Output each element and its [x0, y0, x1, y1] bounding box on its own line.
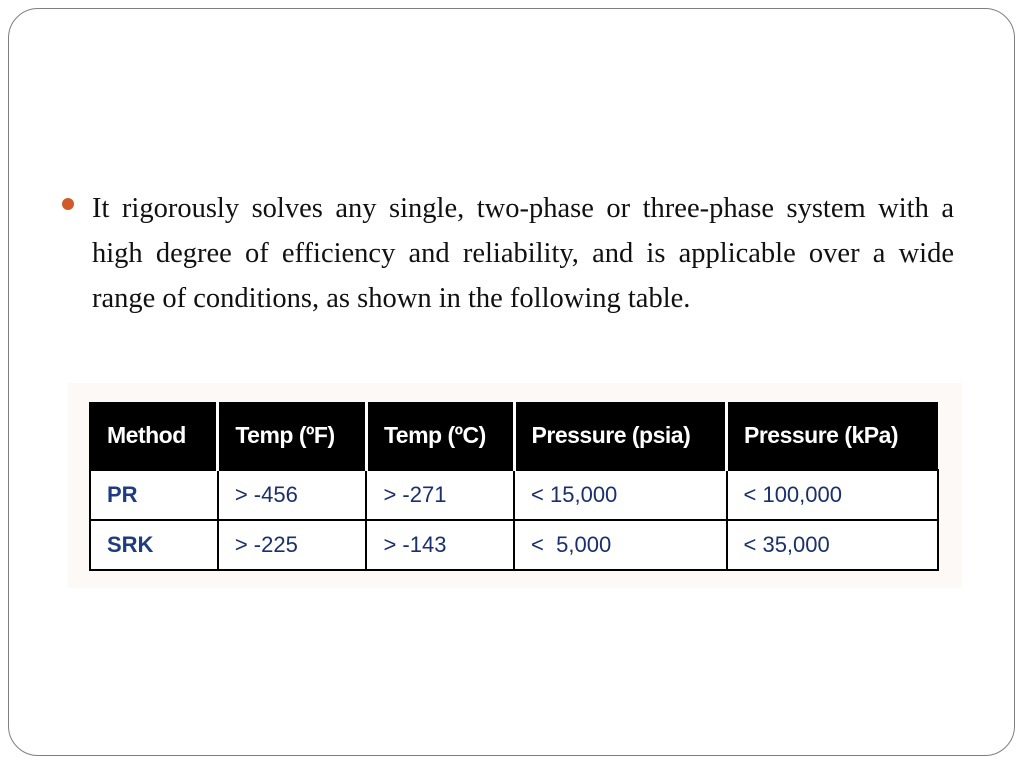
- table-row: [90, 520, 938, 570]
- conditions-table: [89, 402, 939, 571]
- cell-method: SRK: [90, 520, 218, 570]
- bullet-text: It rigorously solves any single, two-phase or three-phase system with a high degree of efficiency and reliability, and is applicable over a wide range of conditions, as shown in the following table.: [92, 193, 954, 314]
- cell-pressure-kpa: < 100,000: [727, 470, 939, 520]
- header-pressure-psia: Pressure (psia): [514, 402, 726, 470]
- cell-temp-f: > -225: [218, 520, 367, 570]
- cell-method: PR: [90, 470, 218, 520]
- header-temp-f: Temp (ºF): [218, 402, 367, 470]
- cell-pressure-psia: < 15,000: [514, 470, 726, 520]
- table-row: [90, 470, 938, 520]
- bullet-point: [62, 186, 954, 321]
- cell-pressure-kpa: < 35,000: [727, 520, 939, 570]
- header-pressure-kpa: Pressure (kPa): [727, 402, 939, 470]
- bullet-dot-icon: [62, 198, 74, 210]
- header-temp-c: Temp (ºC): [366, 402, 514, 470]
- cell-temp-f: > -456: [218, 470, 367, 520]
- cell-temp-c: > -143: [366, 520, 514, 570]
- slide: [8, 8, 1015, 756]
- cell-temp-c: > -271: [366, 470, 514, 520]
- cell-pressure-psia: < 5,000: [514, 520, 726, 570]
- table-header-row: [90, 402, 938, 470]
- header-method: Method: [90, 402, 218, 470]
